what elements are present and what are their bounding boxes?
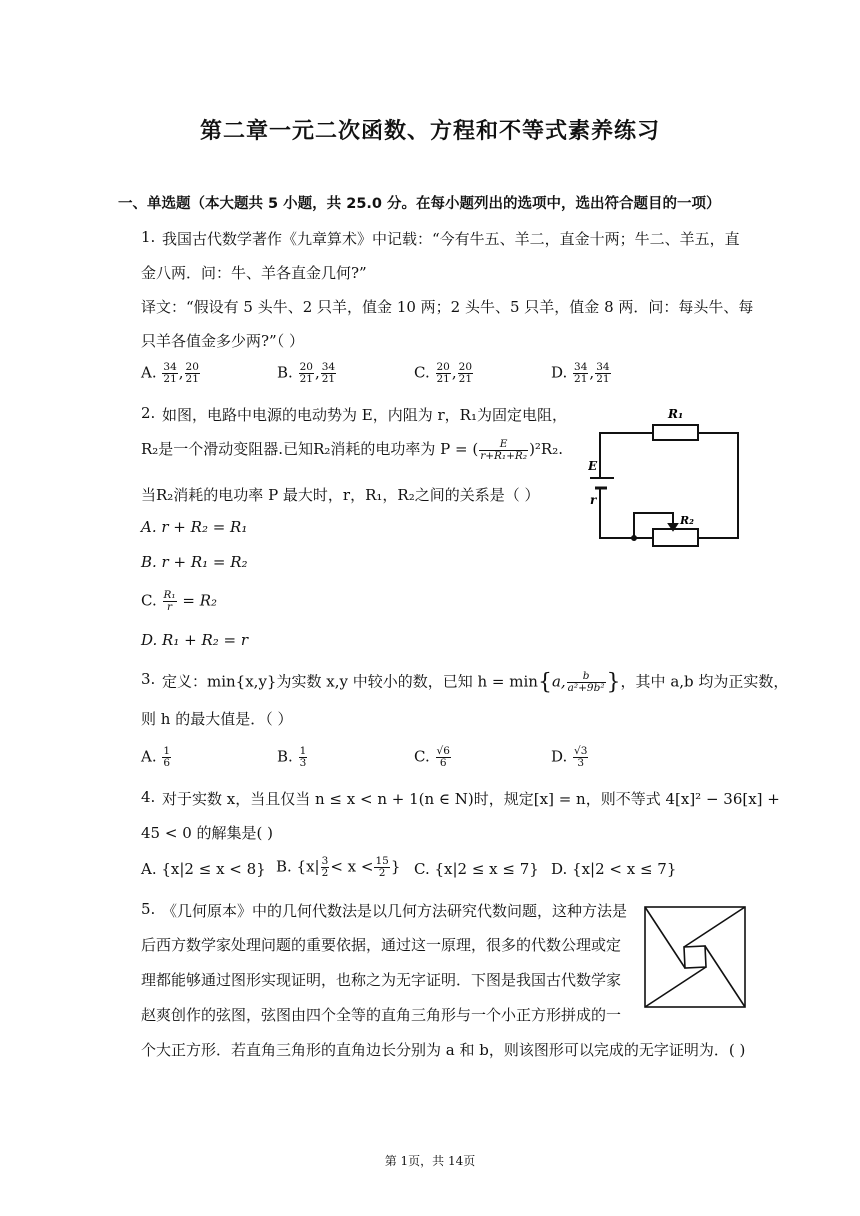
q1-line3: 译文：“假设有 5 头牛、2 只羊，值金 10 两；2 头牛、5 只羊，值金 8 两．问：每头牛、每	[141, 298, 754, 316]
q2-option-c: C. $\frac{\text{R₁}}{r}$ = R₂	[141, 589, 218, 613]
q1-line4: 只羊各值金多少两?”（ ）	[141, 332, 304, 350]
q3-option-a: A. $\frac{1}{6}$	[141, 745, 171, 769]
r1-label: R₁	[668, 407, 684, 421]
q2-number: 2.	[141, 404, 156, 422]
q4-line2: 45 < 0 的解集是( )	[141, 824, 273, 842]
r2-label: R₂	[680, 514, 694, 527]
option-label: A.	[141, 363, 157, 382]
q4-number: 4.	[141, 788, 156, 806]
r-label: r	[590, 493, 597, 507]
q1-line2: 金八两．问：牛、羊各直金几何?”	[141, 264, 367, 282]
q1-option-c: C. $\frac{20}{21}$ , $\frac{20}{21}$	[414, 361, 473, 385]
q2-option-a: A. r + R₂ = R₁	[141, 518, 248, 536]
q3-line1: 定义：min{x,y}为实数 x,y 中较小的数，已知 h = min{a, $\frac{b}{\text{a²+9b²}}$ }，其中 a,b 均为正实数，	[162, 670, 789, 695]
e-label: E	[588, 459, 598, 473]
q5-line1: 《几何原本》中的几何代数法是以几何方法研究代数问题，这种方法是	[162, 902, 628, 920]
q1-line1: 我国古代数学著作《九章算术》中记载：“今有牛五、羊二，直金十两；牛二、羊五，直	[162, 230, 740, 248]
q5-line5: 个大正方形．若直角三角形的直角边长分别为 a 和 b，则该图形可以完成的无字证明为．( )	[141, 1041, 746, 1059]
q5-line2: 后西方数学家处理问题的重要依据，通过这一原理，很多的代数公理或定	[141, 936, 622, 954]
q5-number: 5.	[141, 900, 156, 918]
q3-number: 3.	[141, 670, 156, 688]
q2-option-b: B. r + R₁ = R₂	[141, 553, 248, 571]
section-heading: 一、单选题（本大题共 5 小题，共 25.0 分。在每小题列出的选项中，选出符合题目的一项）	[118, 196, 721, 212]
circuit-diagram	[588, 400, 748, 550]
q2-line2: R₂是一个滑动变阻器.已知R₂消耗的电功率为 P = ( $\frac{E}{\text{r+R₁+R₂}}$ )²R₂.	[141, 437, 564, 462]
option-label: D.	[551, 363, 568, 382]
q2-line3: 当R₂消耗的电功率 P 最大时，r，R₁，R₂之间的关系是（ ）	[141, 486, 540, 504]
page-title: 第二章一元二次函数、方程和不等式素养练习	[199, 119, 660, 144]
q4-option-d: D. {x|2 < x ≤ 7}	[551, 860, 677, 878]
q4-option-c: C. {x|2 ≤ x ≤ 7}	[414, 860, 539, 878]
q1-option-b: B. $\frac{20}{21}$ , $\frac{34}{21}$	[277, 361, 336, 385]
q3-option-d: D. $\frac{√3}{3}$	[551, 745, 588, 769]
q3-option-b: B. $\frac{1}{3}$	[277, 745, 307, 769]
q1-option-a: A. $\frac{34}{21}$ , $\frac{20}{21}$	[141, 361, 199, 385]
q4-option-a: A. {x|2 ≤ x < 8}	[141, 860, 266, 878]
page-footer: 第 1页，共 14页	[384, 1154, 476, 1168]
q4-line1: 对于实数 x，当且仅当 n ≤ x < n + 1(n ∈ N)时，规定[x] = n，则不等式 4[x]² − 36[x] +	[162, 790, 780, 808]
q5-line3: 理都能够通过图形实现证明，也称之为无字证明．下图是我国古代数学家	[141, 971, 622, 989]
xian-diagram	[644, 906, 746, 1008]
q2-option-d: D. R₁ + R₂ = r	[141, 631, 249, 649]
q1-number: 1.	[141, 228, 156, 246]
option-label: C.	[414, 363, 430, 382]
option-label: B.	[277, 363, 293, 382]
q1-option-d: D. $\frac{34}{21}$ , $\frac{34}{21}$	[551, 361, 610, 385]
q3-line2: 则 h 的最大值是．（ ）	[141, 710, 293, 728]
q4-option-b: B. {x| $\frac{3}{2}$ < x < $\frac{15}{2}$ }	[276, 855, 401, 879]
q5-line4: 赵爽创作的弦图，弦图由四个全等的直角三角形与一个小正方形拼成的一	[141, 1006, 622, 1024]
q2-line1: 如图，电路中电源的电动势为 E，内阻为 r，R₁为固定电阻，	[162, 406, 567, 424]
q3-option-c: C. $\frac{√6}{6}$	[414, 745, 450, 769]
